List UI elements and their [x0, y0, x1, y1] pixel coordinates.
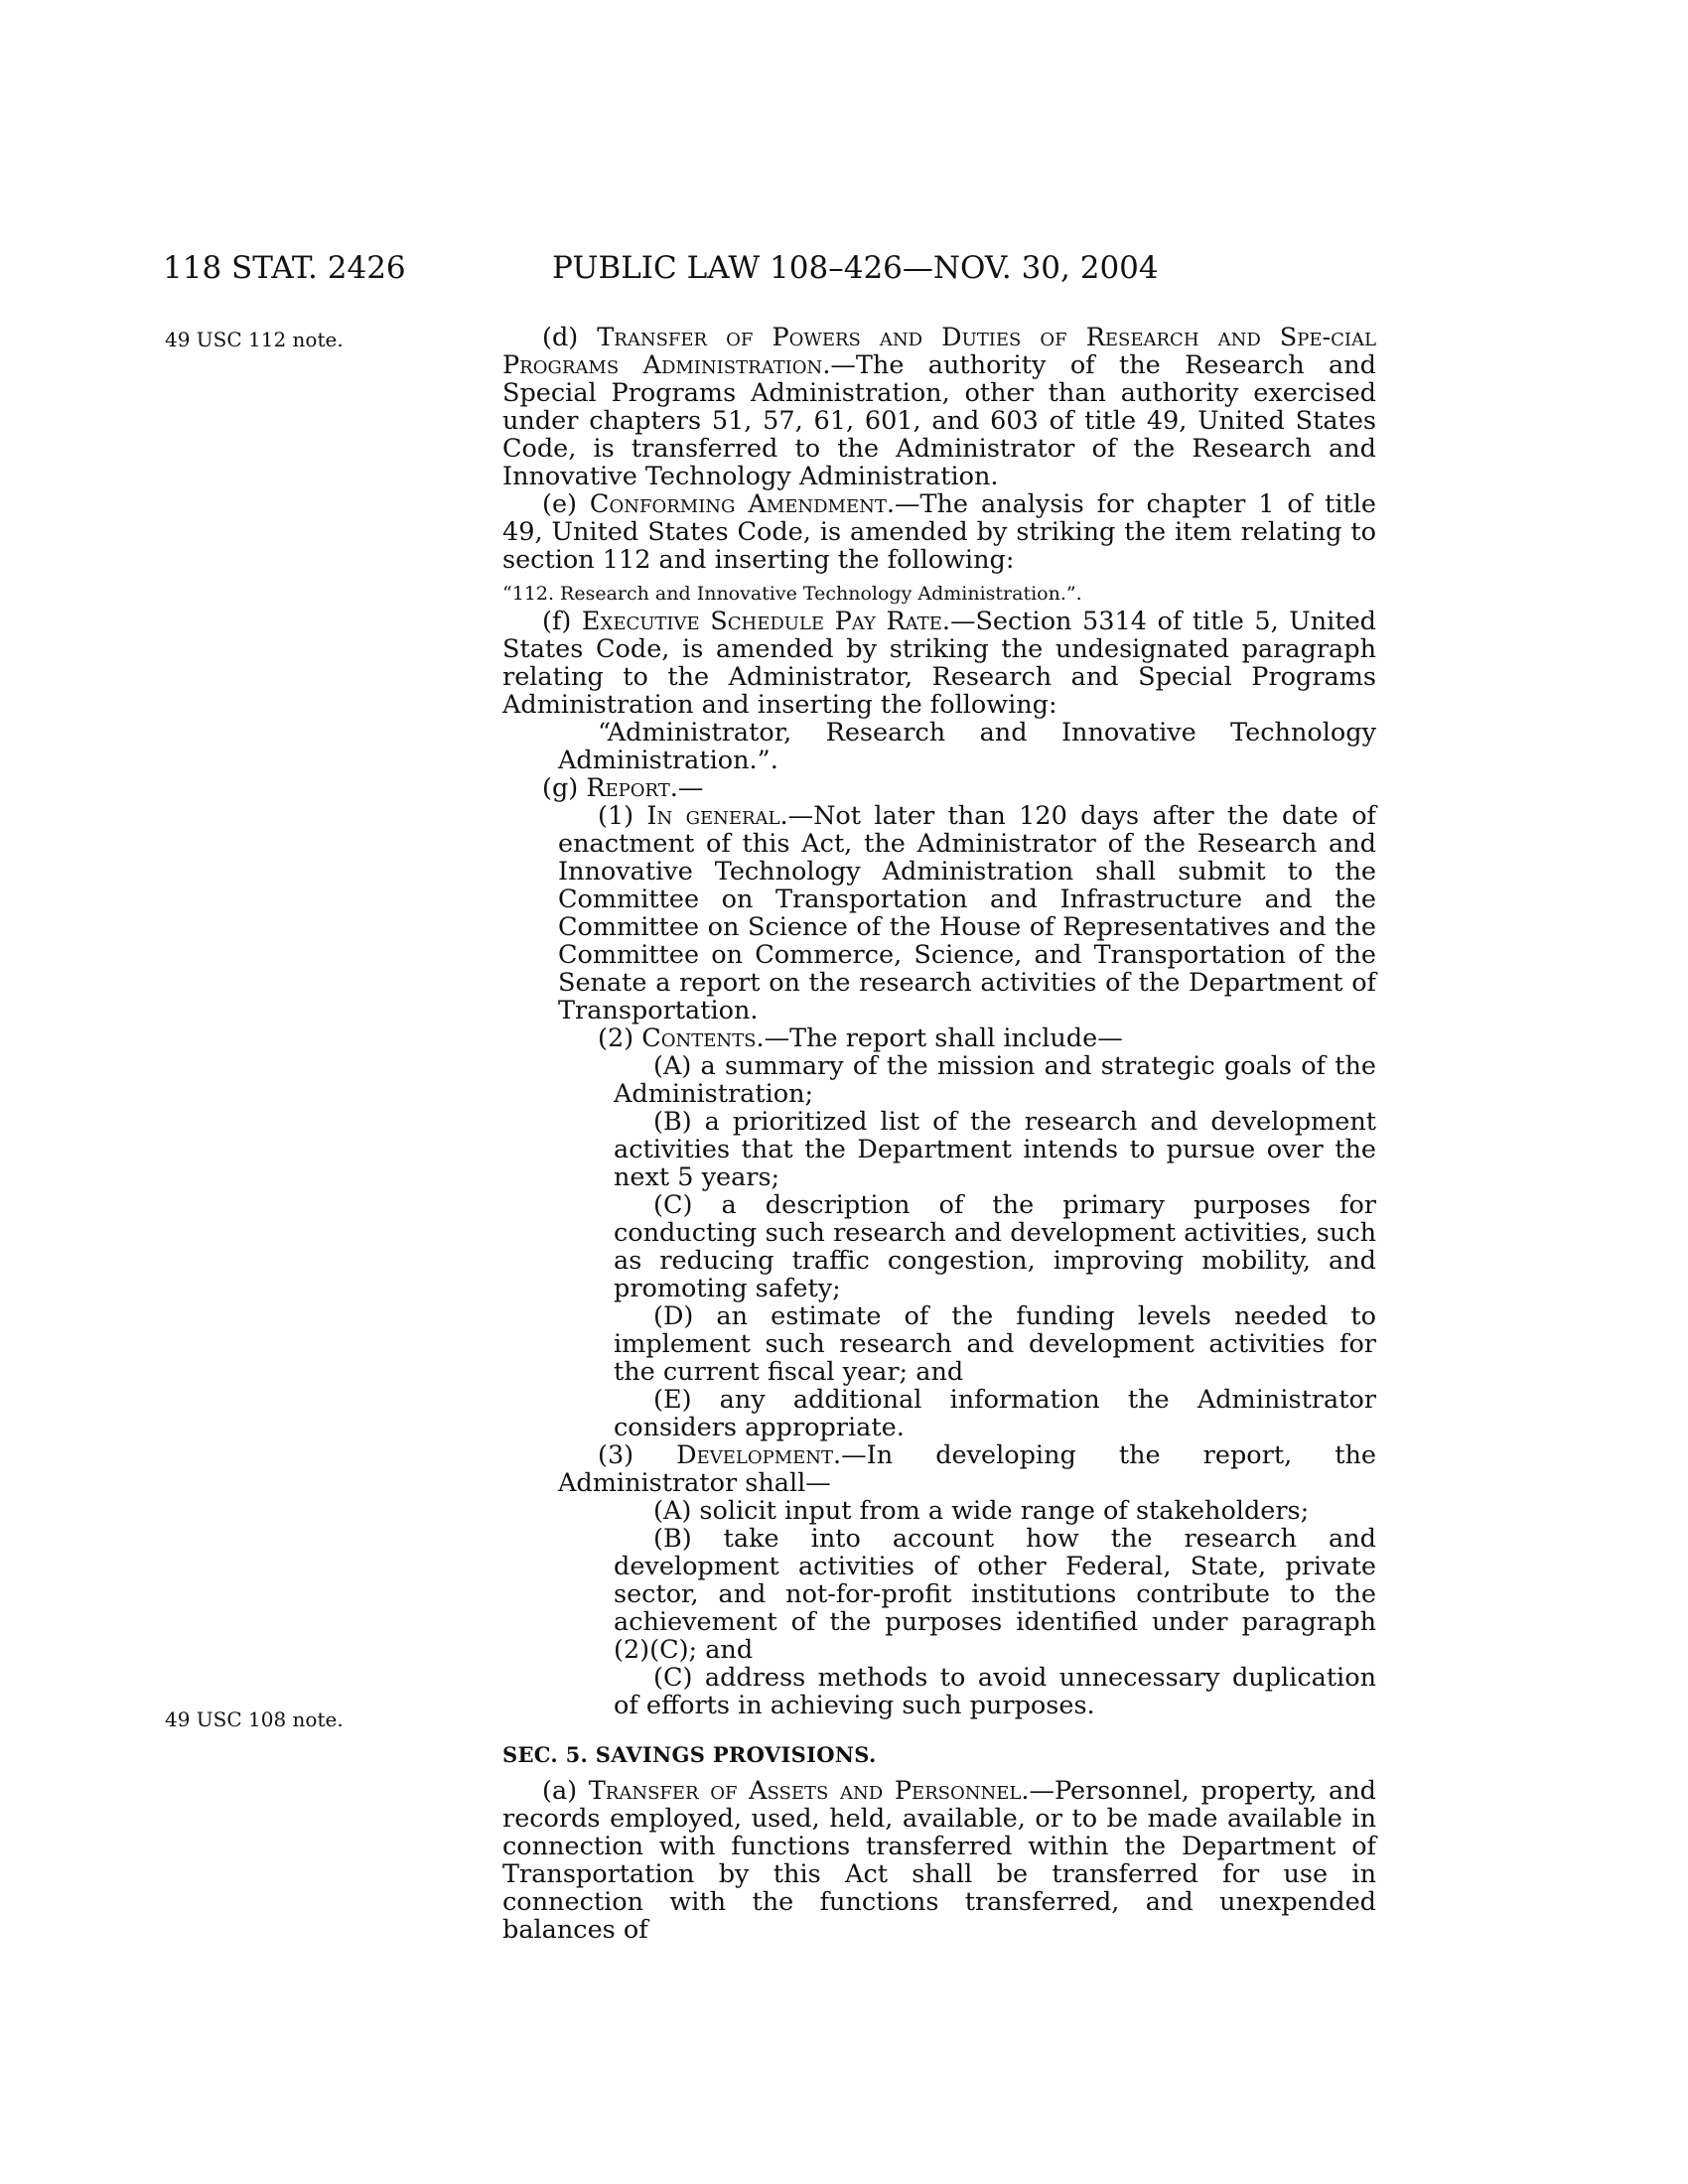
subparagraph-g2-b: (B) a prioritized list of the research and development activities that the Department intends to pursue over the next 5 years;	[614, 1107, 1376, 1192]
inserted-title-line-1: “Administrator, Research and Innovative Technology	[598, 718, 1376, 748]
paragraph-f: (f) Executive Schedule Pay Rate.—Section 5314 of title 5, United States Code, is amended by striking the undesignated paragraph relating to the Administrator, Research and Special Programs Administration and inserting the following:	[502, 607, 1376, 720]
paragraph-g1: (1) In general.—Not later than 120 days after the date of enactment of this Act, the Administrator of the Research and Innovative Technology Administration shall submit to the Committee on Transportation and Infrastructure and the Committee on Science of the House of Representatives and the Committee on Commerce, Science, and Transportation of the Senate a report on the research activities of the Department of Transportation.	[558, 801, 1376, 1025]
subparagraph-g2-e: (E) any additional information the Administrator considers appropriate.	[614, 1385, 1376, 1442]
statute-page-number: 118 STAT. 2426	[163, 250, 406, 286]
body-text	[502, 324, 1376, 1944]
subparagraph-g2-a: (A) a summary of the mission and strategic goals of the Administration;	[614, 1051, 1376, 1109]
subparagraph-g2-c: (C) a description of the primary purposes for conducting such research and development activities, such as reducing traffic congestion, improving mobility, and promoting safety;	[614, 1190, 1376, 1303]
margin-note-108: 49 USC 108 note.	[165, 1707, 344, 1731]
running-header: PUBLIC LAW 108–426—NOV. 30, 2004	[552, 250, 1159, 286]
paragraph-g3: (3) Development.—In developing the report, the Administrator shall—	[558, 1440, 1376, 1498]
subparagraph-g3-c: (C) address methods to avoid unnecessary duplication of efforts in achieving such purposes.	[614, 1663, 1376, 1720]
paragraph-e: (e) Conforming Amendment.—The analysis for chapter 1 of title 49, United States Code, is amended by striking the item relating to section 112 and inserting the following:	[502, 489, 1377, 575]
paragraph-g2: (2) Contents.—The report shall include—	[598, 1024, 1123, 1053]
inserted-title-line-2: Administration.”.	[558, 746, 778, 775]
inserted-item-112: “112. Research and Innovative Technology Administration.”.	[502, 583, 1082, 605]
paragraph-g: (g) Report.—	[542, 773, 704, 803]
subparagraph-g3-b: (B) take into account how the research and development activities of other Federal, State, private sector, and not-for-profit institutions contribute to the achievement of the purposes identified under paragraph (2)(C); and	[614, 1524, 1376, 1665]
paragraph-sec5-a: (a) Transfer of Assets and Personnel.—Personnel, property, and records employed, used, held, available, or to be made available in connection with functions transferred within the Department of Transportation by this Act shall be transferred for use in connection with the functions transferred, and unexpended balances of	[502, 1776, 1376, 1945]
subparagraph-g3-a: (A) solicit input from a wide range of stakeholders;	[653, 1496, 1310, 1526]
margin-note-112: 49 USC 112 note.	[165, 328, 344, 351]
subparagraph-g2-d: (D) an estimate of the funding levels needed to implement such research and development activities for the current fiscal year; and	[614, 1301, 1376, 1387]
section-5-heading: SEC. 5. SAVINGS PROVISIONS.	[502, 1742, 877, 1767]
paragraph-d: (d) Transfer of Powers and Duties of Research and Spe-cial Programs Administration.—The authority of the Research and Special Programs Administration, other than authority exercised under chapters 51, 57, 61, 601, and 603 of title 49, United States Code, is transferred to the Administrator of the Research and Innovative Technology Administration.	[502, 323, 1376, 491]
